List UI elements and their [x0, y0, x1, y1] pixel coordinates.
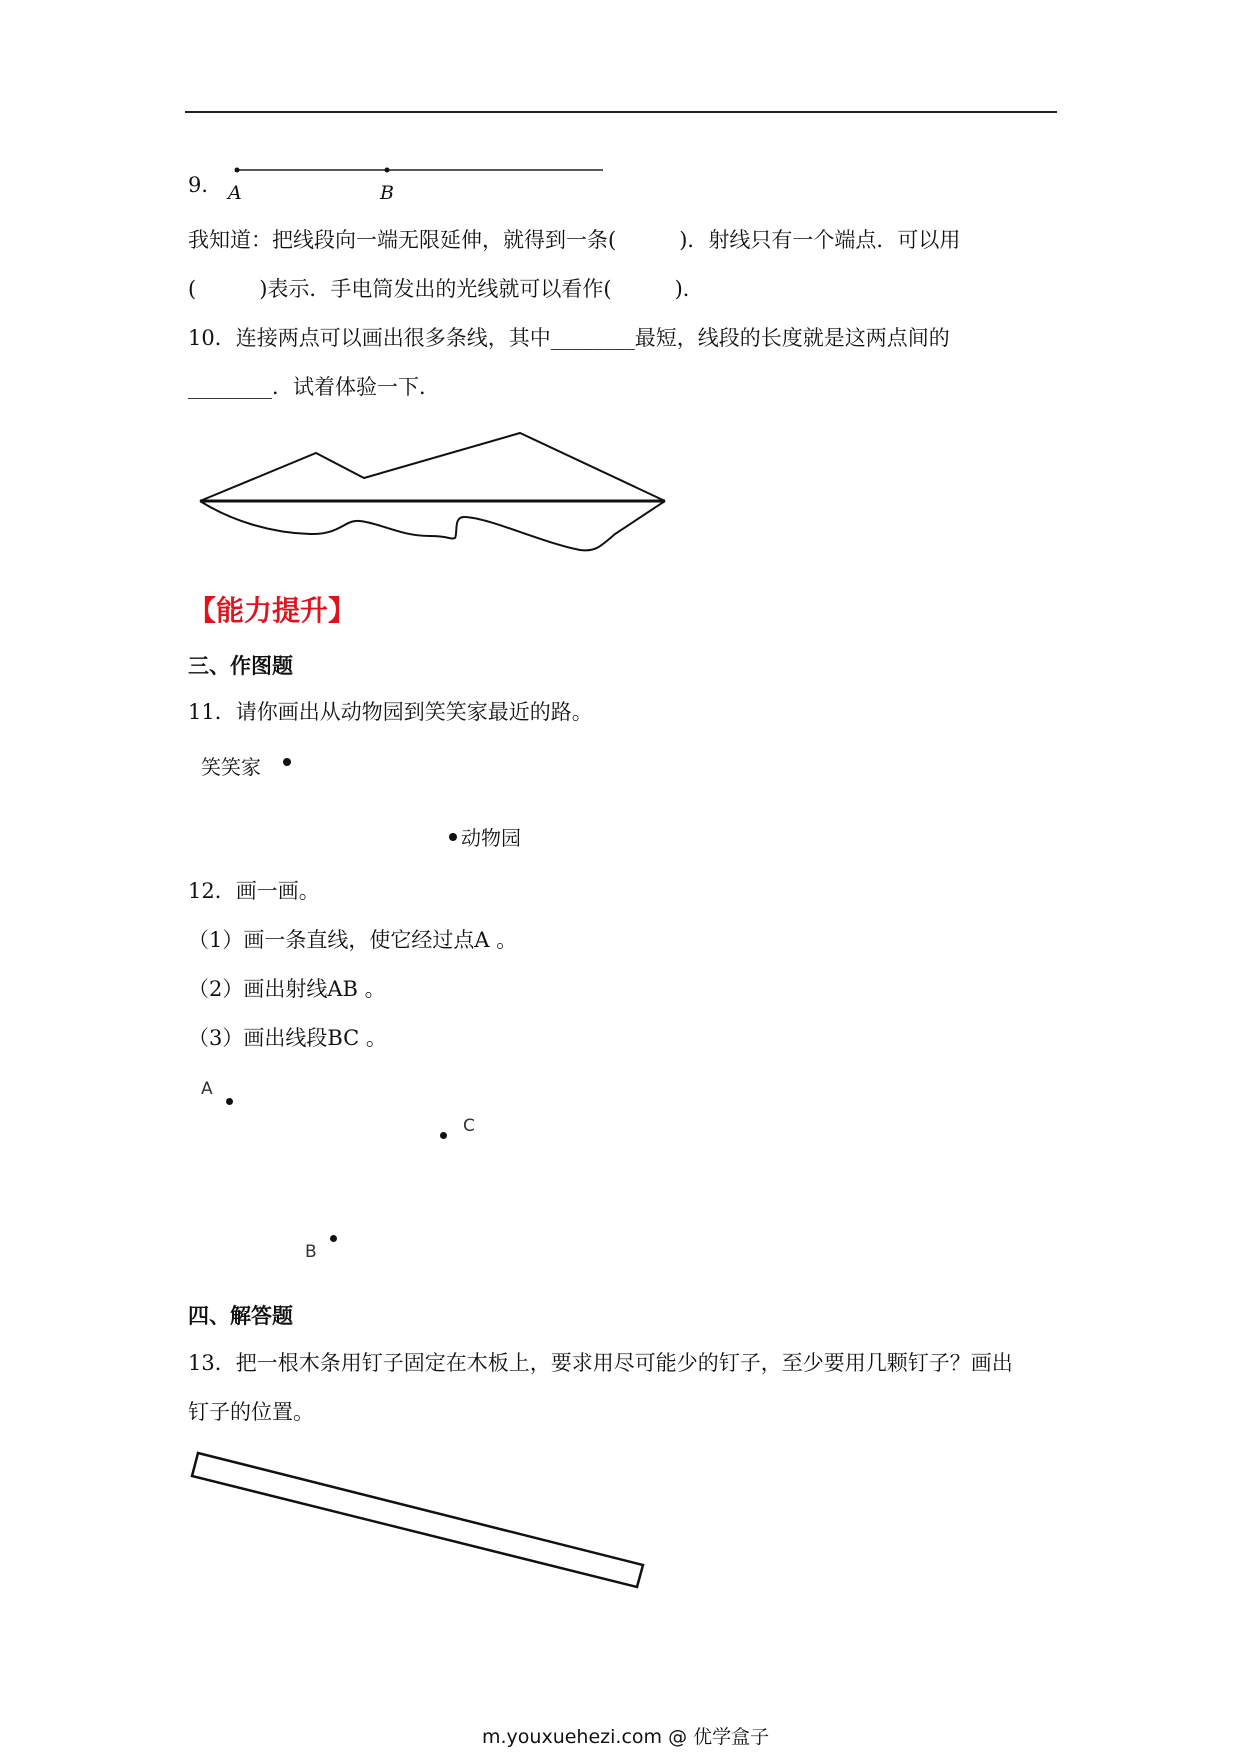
- q12-sub3: （3）画出线段BC 。: [188, 1026, 387, 1050]
- q11-zoo-label: 动物园: [461, 826, 521, 850]
- q9-number: 9．: [188, 173, 223, 197]
- q12-text: 12．画一画。: [188, 879, 320, 903]
- q12-sub2: （2）画出射线AB 。: [188, 977, 386, 1001]
- q12-label-c: C: [463, 1116, 475, 1136]
- q10-text-line1: 10．连接两点可以画出很多条线，其中________最短，线段的长度就是这两点间的: [188, 326, 950, 350]
- q9-text-line2: ( )表示．手电筒发出的光线就可以看作( )．: [188, 277, 704, 301]
- q10-text-line2: ________．试着体验一下．: [188, 375, 440, 399]
- section-heading-3: 三、作图题: [188, 654, 293, 678]
- q9-text-line1: 我知道：把线段向一端无限延伸，就得到一条( )．射线只有一个端点．可以用: [188, 228, 961, 252]
- q11-text: 11．请你画出从动物园到笑笑家最近的路。: [188, 700, 593, 724]
- footer-site: m.youxuehezi.com @ 优学盒子: [482, 1726, 770, 1748]
- q11-home-label: 笑笑家: [201, 755, 261, 779]
- section-banner: 【能力提升】: [188, 594, 357, 627]
- section-heading-4: 四、解答题: [188, 1304, 293, 1328]
- q13-text-line1: 13．把一根木条用钉子固定在木板上，要求用尽可能少的钉子，至少要用几颗钉子？画出: [188, 1351, 1013, 1375]
- q12-label-a: A: [201, 1079, 213, 1099]
- q12-sub1: （1）画一条直线，使它经过点A 。: [188, 928, 518, 952]
- q12-label-b: B: [305, 1242, 317, 1262]
- q9-label-a: A: [228, 182, 242, 204]
- q13-text-line2: 钉子的位置。: [188, 1400, 314, 1424]
- q13-wood-strip: [192, 1453, 643, 1587]
- q9-label-b: B: [380, 182, 394, 204]
